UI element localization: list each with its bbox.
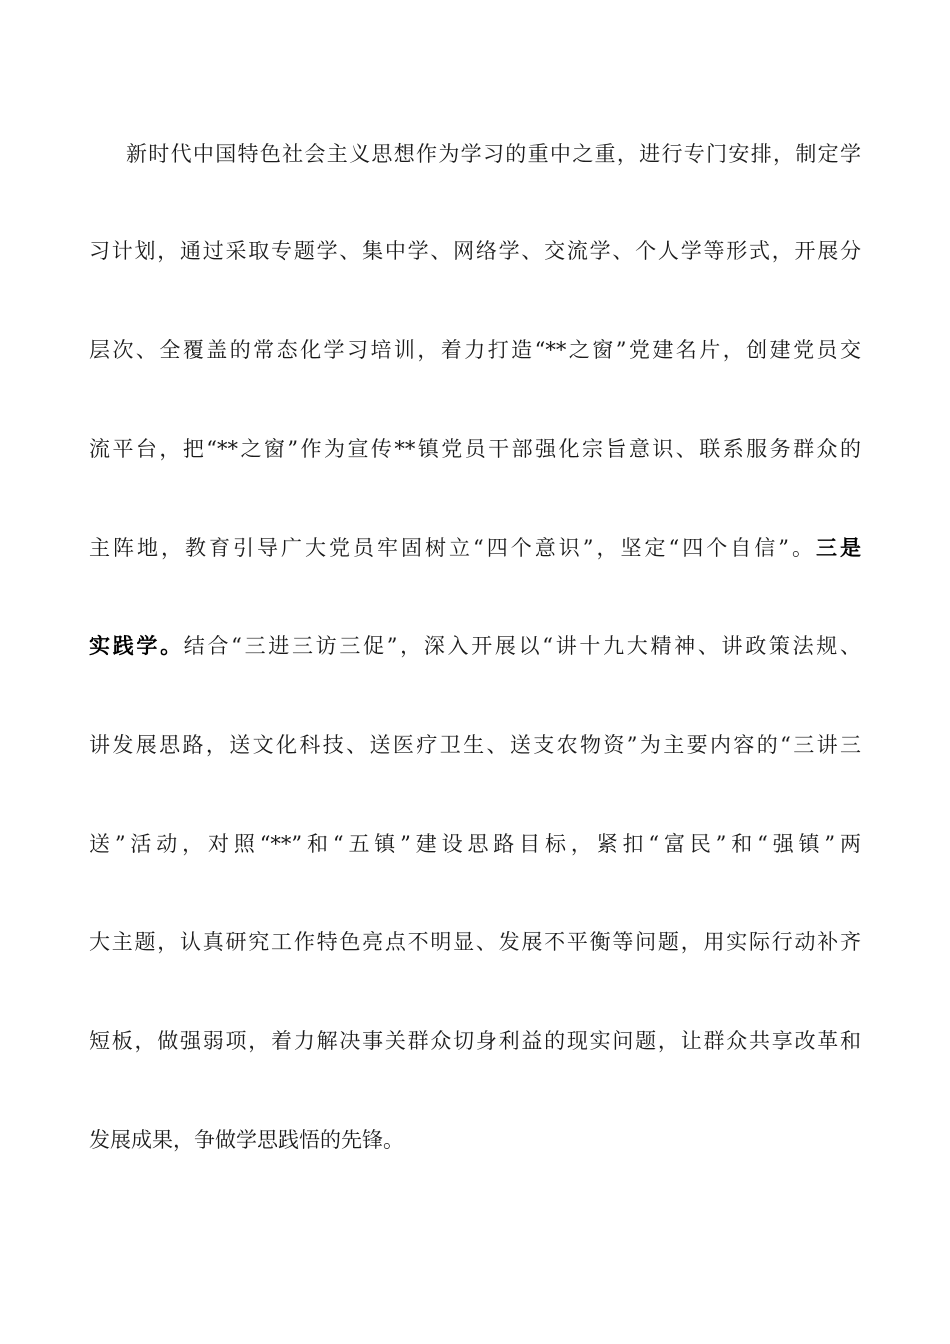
- paragraph-line: 层次、全覆盖的常态化学习培训，着力打造“**之窗”党建名片，创建党员交: [89, 338, 861, 362]
- paragraph-line: 短板，做强弱项，着力解决事关群众切身利益的现实问题，让群众共享改革和: [89, 1029, 861, 1053]
- paragraph-line: [89, 528, 861, 568]
- paragraph-line: 大主题，认真研究工作特色亮点不明显、发展不平衡等问题，用实际行动补齐: [89, 930, 861, 954]
- bold-heading-text: 实践学。: [89, 633, 184, 658]
- line-text: 主阵地，教育引导广大党员牢固树立“四个意识”，坚定“四个自信”。: [89, 536, 816, 560]
- bold-heading-text: 三是: [816, 535, 862, 560]
- paragraph-line: 流平台，把“**之窗”作为宣传**镇党员干部强化宗旨意识、联系服务群众的: [89, 437, 861, 461]
- paragraph-line: 习计划，通过采取专题学、集中学、网络学、交流学、个人学等形式，开展分: [89, 239, 861, 263]
- paragraph-line: 讲发展思路，送文化科技、送医疗卫生、送支农物资”为主要内容的“三讲三: [89, 733, 861, 757]
- paragraph-line: 送”活动，对照“**”和“五镇”建设思路目标，紧扣“富民”和“强镇”两: [89, 832, 861, 856]
- paragraph-line: 发展成果，争做学思践悟的先锋。: [89, 1128, 404, 1152]
- paragraph-line: 新时代中国特色社会主义思想作为学习的重中之重，进行专门安排，制定学: [126, 142, 861, 166]
- line-text: 结合“三进三访三促”，深入开展以“讲十九大精神、讲政策法规、: [183, 634, 861, 658]
- paragraph-line: [89, 626, 861, 666]
